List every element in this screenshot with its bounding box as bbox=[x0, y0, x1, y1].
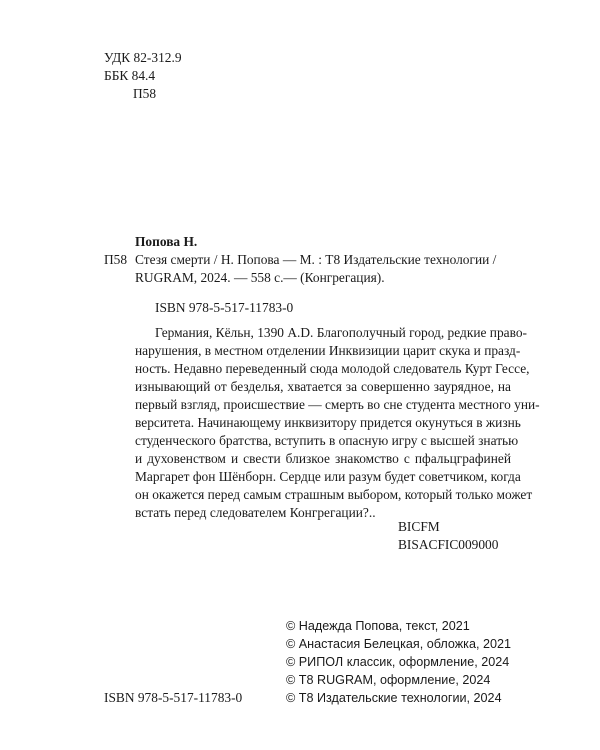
annotation-line: нарушения, в местном отделении Инквизиции царит скука и празд- bbox=[135, 343, 521, 358]
bbk-code: ББК 84.4 bbox=[104, 68, 156, 83]
copyright-line: © Т8 RUGRAM, оформление, 2024 bbox=[286, 673, 491, 687]
annotation bbox=[135, 324, 540, 522]
footer-isbn: ISBN 978-5-517-11783-0 bbox=[104, 690, 243, 705]
annotation-line: ность. Недавно переведенный сюда молодой следователь Курт Гессе, bbox=[135, 361, 530, 376]
annotation-line: Маргарет фон Шёнборн. Сердце или разум будет советчиком, когда bbox=[135, 469, 521, 484]
annotation-line: Германия, Кёльн, 1390 A.D. Благополучный город, редкие право- bbox=[155, 325, 527, 340]
annotation-line: встать перед следователем Конгрегации?.. bbox=[135, 505, 376, 520]
author-sign: П58 bbox=[133, 86, 157, 101]
annotation-line: изнывающий от безделья, хватается за совершенно заурядное, на bbox=[135, 379, 511, 394]
copyright-line: © Т8 Издательские технологии, 2024 bbox=[286, 691, 502, 705]
author-heading: Попова Н. bbox=[135, 234, 198, 249]
bic-code: BICFM bbox=[398, 519, 440, 534]
biblio-line: RUGRAM, 2024. — 558 с.— (Конгрегация). bbox=[135, 270, 385, 285]
author-sign-inline: П58 bbox=[104, 252, 128, 267]
udk-code: УДК 82-312.9 bbox=[104, 50, 182, 65]
subject-codes bbox=[398, 518, 498, 554]
annotation-line: и духовенством и свести близкое знакомство с пфальцграфиней bbox=[135, 451, 511, 466]
copyright-notices bbox=[286, 617, 511, 707]
annotation-line: первый взгляд, происшествие — смерть во сне студента местного уни- bbox=[135, 397, 540, 412]
copyright-line: © Анастасия Белецкая, обложка, 2021 bbox=[286, 637, 511, 651]
bisac-code: BISACFIC009000 bbox=[398, 537, 499, 552]
isbn-record: ISBN 978-5-517-11783-0 bbox=[155, 300, 294, 315]
biblio-line: Стезя смерти / Н. Попова — М. : Т8 Издательские технологии / bbox=[135, 252, 497, 267]
annotation-line: он окажется перед самым страшным выбором, который только может bbox=[135, 487, 533, 502]
annotation-line: студенческого братства, вступить в опасную игру с высшей знатью bbox=[135, 433, 519, 448]
bibliographic-description bbox=[135, 251, 510, 287]
classification-codes bbox=[104, 49, 182, 103]
copyright-line: © РИПОЛ классик, оформление, 2024 bbox=[286, 655, 510, 669]
copyright-line: © Надежда Попова, текст, 2021 bbox=[286, 619, 470, 633]
annotation-line: верситета. Начинающему инквизитору придется окунуться в жизнь bbox=[135, 415, 521, 430]
